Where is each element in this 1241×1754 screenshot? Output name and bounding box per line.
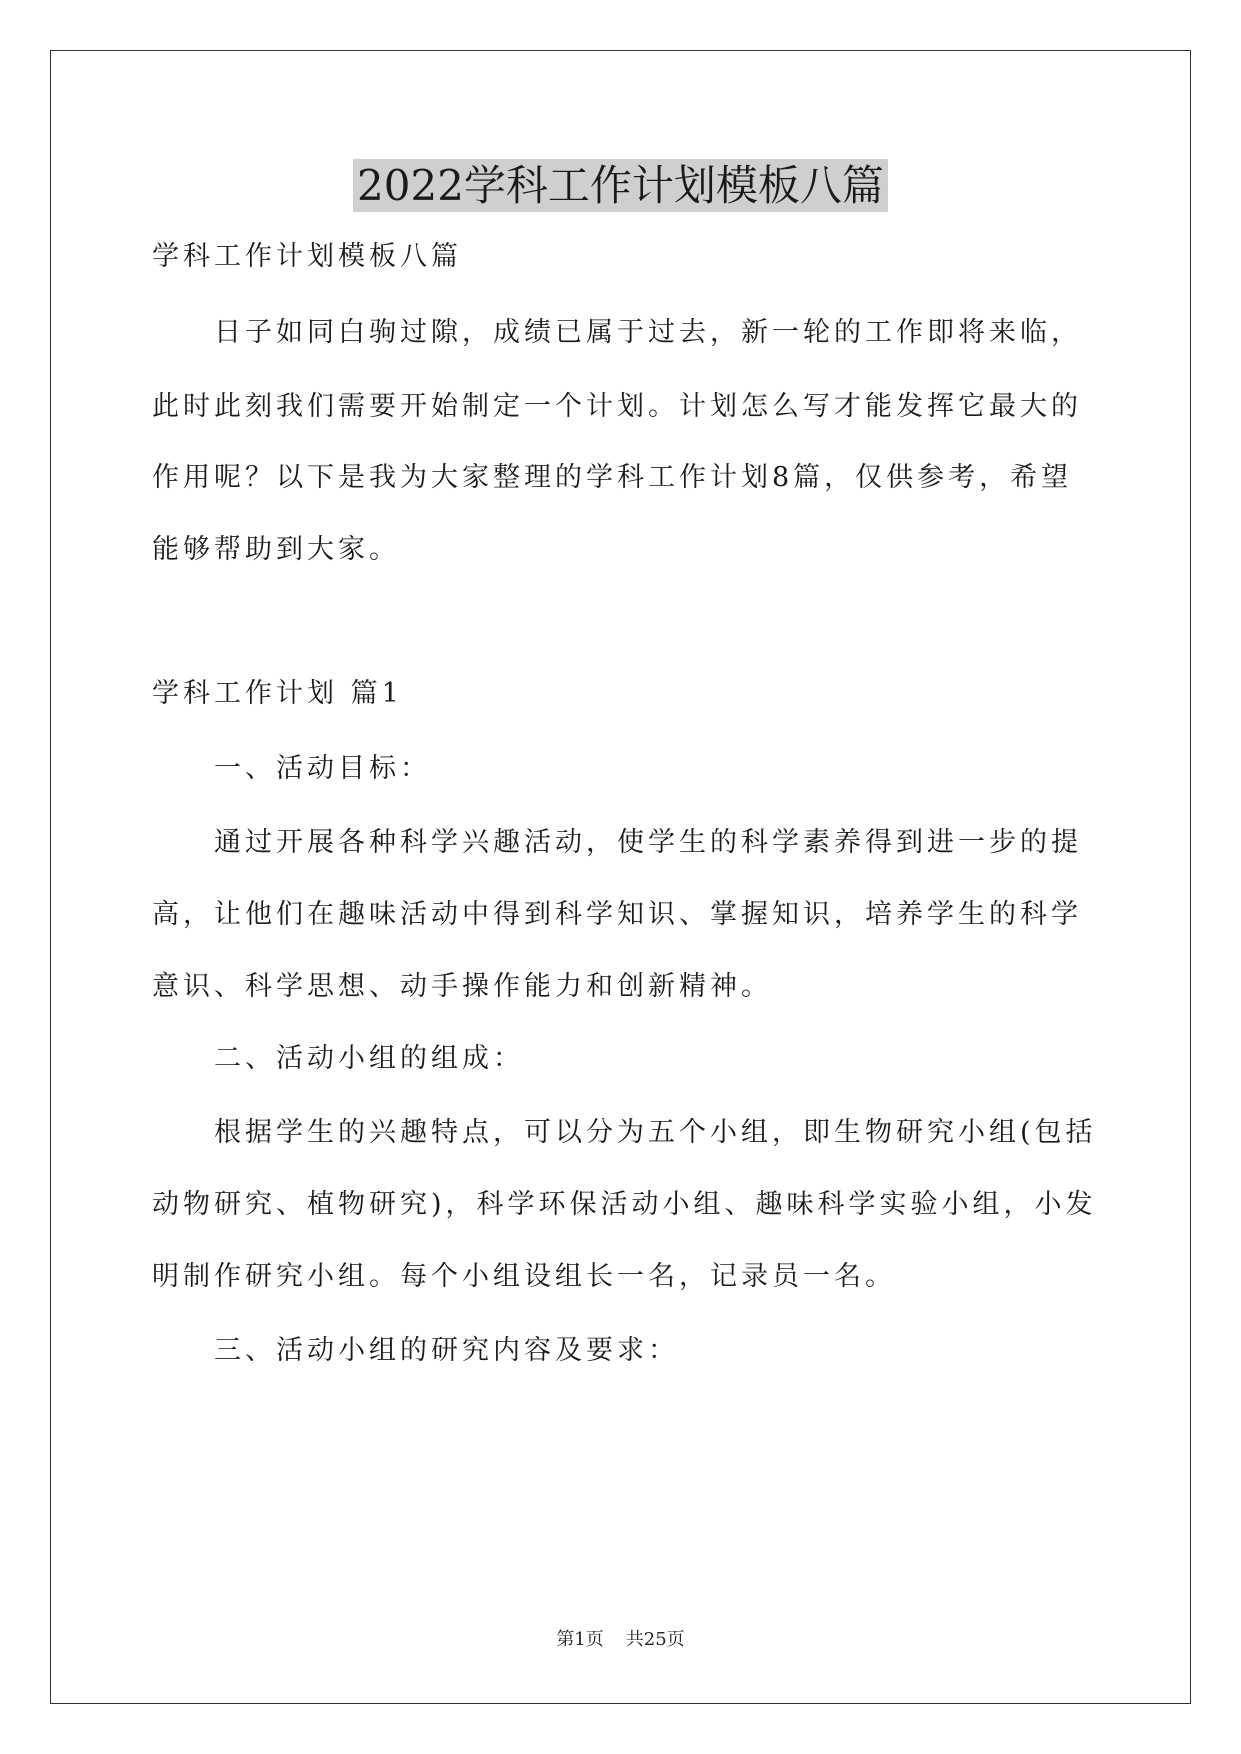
- section-heading: 学科工作计划 篇1: [152, 678, 403, 709]
- item2-heading: 二、活动小组的组成：: [214, 1043, 524, 1074]
- item1-line-1: 通过开展各种科学兴趣活动，使学生的科学素养得到进一步的提: [214, 827, 1082, 858]
- intro-line-3: 作用呢？以下是我为大家整理的学科工作计划8篇，仅供参考，希望: [152, 462, 1073, 493]
- item1-heading: 一、活动目标：: [214, 753, 431, 784]
- item3-heading: 三、活动小组的研究内容及要求：: [214, 1335, 679, 1366]
- page-footer: [0, 1628, 1241, 1652]
- item2-line-1: 根据学生的兴趣特点，可以分为五个小组，即生物研究小组(包括: [214, 1117, 1097, 1148]
- subtitle: 学科工作计划模板八篇: [152, 241, 462, 272]
- item1-line-2: 高，让他们在趣味活动中得到科学知识、掌握知识，培养学生的科学: [152, 899, 1082, 930]
- item2-line-3: 明制作研究小组。每个小组设组长一名，记录员一名。: [152, 1261, 896, 1292]
- intro-line-4: 能够帮助到大家。: [152, 534, 400, 565]
- intro-line-2: 此时此刻我们需要开始制定一个计划。计划怎么写才能发挥它最大的: [152, 391, 1082, 422]
- page-number: 第1页: [556, 1629, 604, 1650]
- intro-line-1: 日子如同白驹过隙，成绩已属于过去，新一轮的工作即将来临，: [214, 317, 1082, 348]
- document-title: 2022学科工作计划模板八篇: [0, 158, 1241, 214]
- item1-line-3: 意识、科学思想、动手操作能力和创新精神。: [152, 971, 772, 1002]
- item2-line-2: 动物研究、植物研究)，科学环保活动小组、趣味科学实验小组，小发: [152, 1189, 1097, 1220]
- page-total: 共25页: [625, 1629, 685, 1650]
- page-border: [50, 50, 1191, 1704]
